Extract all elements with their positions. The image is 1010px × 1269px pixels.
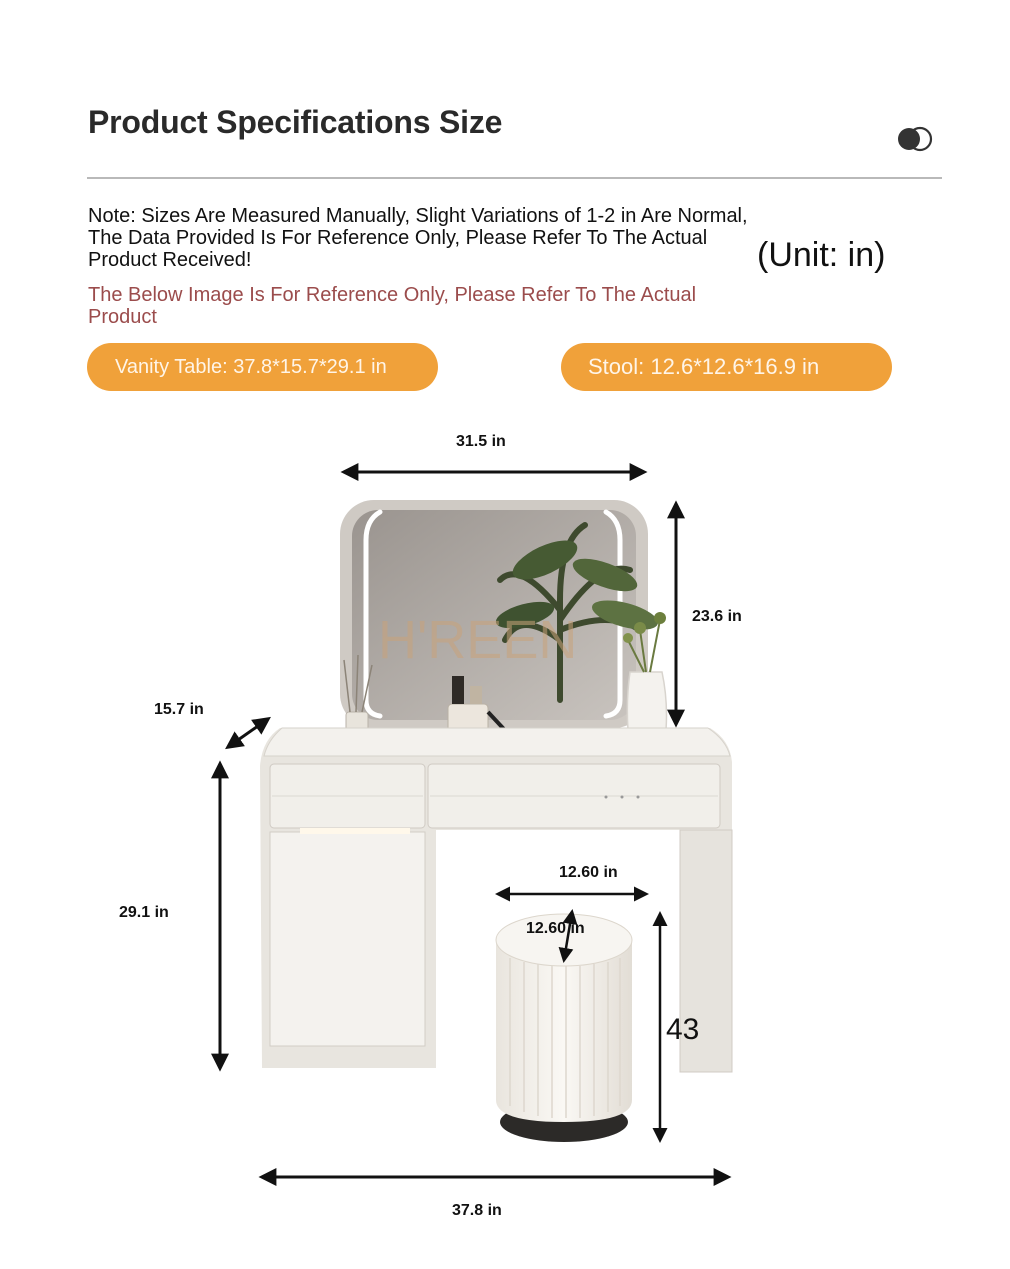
mirror-width-label: 31.5 in: [456, 433, 506, 450]
measurement-note: Note: Sizes Are Measured Manually, Slight Variations of 1-2 in Are Normal, The Data Provided Is For Reference Only, Please Refer To The Actual Product Received!: [88, 205, 748, 271]
stool: [496, 914, 632, 1142]
table-depth-arrow: [228, 719, 268, 747]
brand-watermark: H'REEN: [378, 610, 578, 670]
page-title: Product Specifications Size: [88, 104, 503, 140]
vanity-size-text: Vanity Table: 37.8*15.7*29.1 in: [115, 355, 387, 378]
stool-size-text: Stool: 12.6*12.6*16.9 in: [588, 354, 820, 379]
stool-height-label: 43: [666, 1013, 700, 1046]
mirror-height-label: 23.6 in: [692, 608, 742, 625]
stool-depth-label: 12.60 in: [526, 920, 585, 937]
mirror: [340, 500, 661, 728]
table-depth-label: 15.7 in: [154, 701, 204, 718]
unit-label: (Unit: in): [757, 236, 886, 274]
stool-width-label: 12.60 in: [559, 864, 618, 881]
table-width-label: 37.8 in: [452, 1202, 502, 1219]
table-height-label: 29.1 in: [119, 904, 169, 921]
reference-disclaimer: The Below Image Is For Reference Only, Please Refer To The Actual Product: [88, 284, 697, 328]
